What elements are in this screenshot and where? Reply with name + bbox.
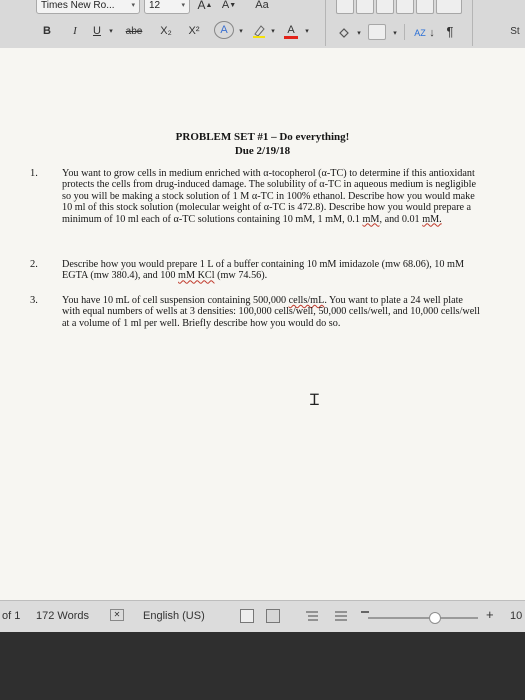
- strikethrough-button[interactable]: [120, 22, 148, 40]
- chevron-down-icon[interactable]: ▾: [393, 30, 397, 37]
- subscript-button[interactable]: [156, 22, 176, 40]
- zoom-in-button[interactable]: +: [486, 607, 494, 622]
- item-number: 1.: [30, 168, 38, 179]
- font-name-value: Times New Ro...: [41, 0, 115, 11]
- question-1-part-d: mM.: [422, 213, 442, 225]
- status-bar: [0, 600, 525, 633]
- styles-label: St: [510, 25, 520, 37]
- formatting-ribbon: [0, 0, 525, 49]
- ribbon-divider: [404, 24, 405, 40]
- font-color-swatch: [284, 36, 298, 39]
- highlight-icon[interactable]: [250, 22, 268, 40]
- language[interactable]: English (US): [143, 610, 205, 622]
- columns-icon[interactable]: [416, 0, 434, 14]
- shading-icon[interactable]: [336, 24, 352, 42]
- ribbon-divider: [472, 0, 473, 46]
- proofing-icon[interactable]: ✕: [110, 609, 124, 621]
- question-1-text: [62, 168, 482, 225]
- sort-button[interactable]: [410, 24, 430, 42]
- justify-icon[interactable]: [396, 0, 414, 14]
- question-1-part-b: mM: [362, 213, 380, 225]
- bold-label: B: [43, 25, 51, 37]
- font-color-label: A: [287, 23, 295, 36]
- zoom-slider[interactable]: [368, 617, 478, 619]
- document-page[interactable]: [0, 48, 525, 600]
- align-center-icon[interactable]: [356, 0, 374, 14]
- change-case-button[interactable]: [250, 0, 274, 14]
- question-2-part-c: (mw 74.56).: [214, 270, 268, 282]
- text-effects-button[interactable]: [214, 21, 234, 39]
- change-case-label: Aa: [255, 0, 269, 11]
- underline-options-icon[interactable]: ▾: [109, 28, 113, 35]
- question-2-text: [62, 259, 482, 282]
- question-2-part-b: mM KCl: [178, 270, 215, 282]
- word-count[interactable]: 172 Words: [36, 610, 89, 622]
- chevron-down-icon[interactable]: ▾: [357, 30, 361, 37]
- pilcrow-label: ¶: [446, 23, 454, 39]
- focus-view-icon[interactable]: [266, 609, 280, 623]
- zoom-out-icon[interactable]: [361, 611, 369, 613]
- page-title: [0, 130, 525, 158]
- question-1-part-c: , and 0.01: [379, 213, 423, 225]
- underline-button[interactable]: [90, 22, 104, 40]
- italic-button[interactable]: [68, 22, 82, 40]
- question-2-part-a: Describe how you would prepare 1 L of a buffer containing 10 mM imidazole (mw 68.06), 10 mM EGTA (mw 380.4), and 100: [62, 259, 465, 282]
- underline-label: U: [93, 25, 101, 37]
- font-color-button[interactable]: [282, 22, 300, 40]
- sort-arrow-icon: [428, 24, 436, 42]
- item-number: 2.: [30, 259, 38, 270]
- desk-background: [0, 632, 525, 700]
- subscript-label: X₂: [160, 25, 172, 37]
- font-size-dropdown[interactable]: [144, 0, 190, 14]
- grow-font-button[interactable]: A ▲: [197, 0, 213, 12]
- problem-set-title: PROBLEM SET #1 – Do everything!: [175, 131, 350, 143]
- grow-font-label: A: [197, 0, 206, 12]
- superscript-label: X²: [188, 25, 200, 37]
- font-size-value: 12: [149, 0, 161, 11]
- sort-arrow-label: ↓: [429, 27, 435, 39]
- strikethrough-label: abe: [125, 25, 143, 37]
- chevron-down-icon[interactable]: ▾: [271, 28, 275, 35]
- italic-label: I: [73, 25, 77, 37]
- styles-pane-button[interactable]: [505, 22, 525, 40]
- chevron-down-icon[interactable]: ▾: [305, 28, 309, 35]
- print-layout-view-icon[interactable]: [240, 609, 254, 623]
- zoom-level: 10: [510, 610, 523, 622]
- text-cursor-icon: Ɪ: [310, 390, 319, 409]
- question-3-part-c: . You want to plate a 24 well plate with equal numbers of wells at 3 densities: 100,000 cells/well, 50,000 cells/well, and 10,000 cells/well at a volume of 1 ml per well. Briefly describe how you would do so.: [62, 295, 480, 329]
- shrink-font-label: A: [221, 0, 230, 11]
- sort-az-glyph: AZ: [414, 28, 426, 38]
- text-effects-label: A: [220, 24, 228, 36]
- align-right-icon[interactable]: [376, 0, 394, 14]
- align-left-icon[interactable]: [336, 0, 354, 14]
- ribbon-divider: [325, 0, 326, 46]
- superscript-button[interactable]: [184, 22, 204, 40]
- outline-view-icon[interactable]: [305, 609, 319, 623]
- page-count[interactable]: of 1: [2, 610, 21, 622]
- zoom-slider-handle[interactable]: [429, 612, 441, 624]
- question-3-part-b: cells/mL: [288, 295, 325, 306]
- chevron-down-icon: ▾: [131, 2, 135, 9]
- shrink-font-button[interactable]: A ▼: [221, 0, 237, 11]
- line-spacing-icon[interactable]: [436, 0, 462, 14]
- question-1-part-a: You want to grow cells in medium enriched with α-tocopherol (α-TC) to determine if this antioxidant protects the cells from drug-induced damage. The solubility of α-TC in aqueous medium is negligible so you will be making a stock solution of 1 M α-TC in 100% ethanol. Describe how you would make 10 ml of this stock solution (molecular weight of α-TC is 472.8). Describe how you would prepare a minimum of 10 ml each of α-TC solutions containing 10 mM, 1 mM, 0.1: [62, 168, 476, 225]
- show-formatting-button[interactable]: [442, 22, 458, 40]
- question-3-text: [62, 295, 482, 329]
- chevron-down-icon[interactable]: ▾: [239, 28, 243, 35]
- chevron-down-icon: ▾: [181, 2, 185, 9]
- font-name-dropdown[interactable]: [36, 0, 140, 14]
- item-number: 3.: [30, 295, 38, 306]
- borders-icon[interactable]: [368, 24, 386, 40]
- bold-button[interactable]: [40, 22, 54, 40]
- question-3-part-a: You have 10 mL of cell suspension containing 500,000: [62, 295, 289, 306]
- draft-view-icon[interactable]: [334, 609, 348, 623]
- document-body[interactable]: [0, 48, 525, 600]
- due-date: Due 2/19/18: [234, 145, 291, 157]
